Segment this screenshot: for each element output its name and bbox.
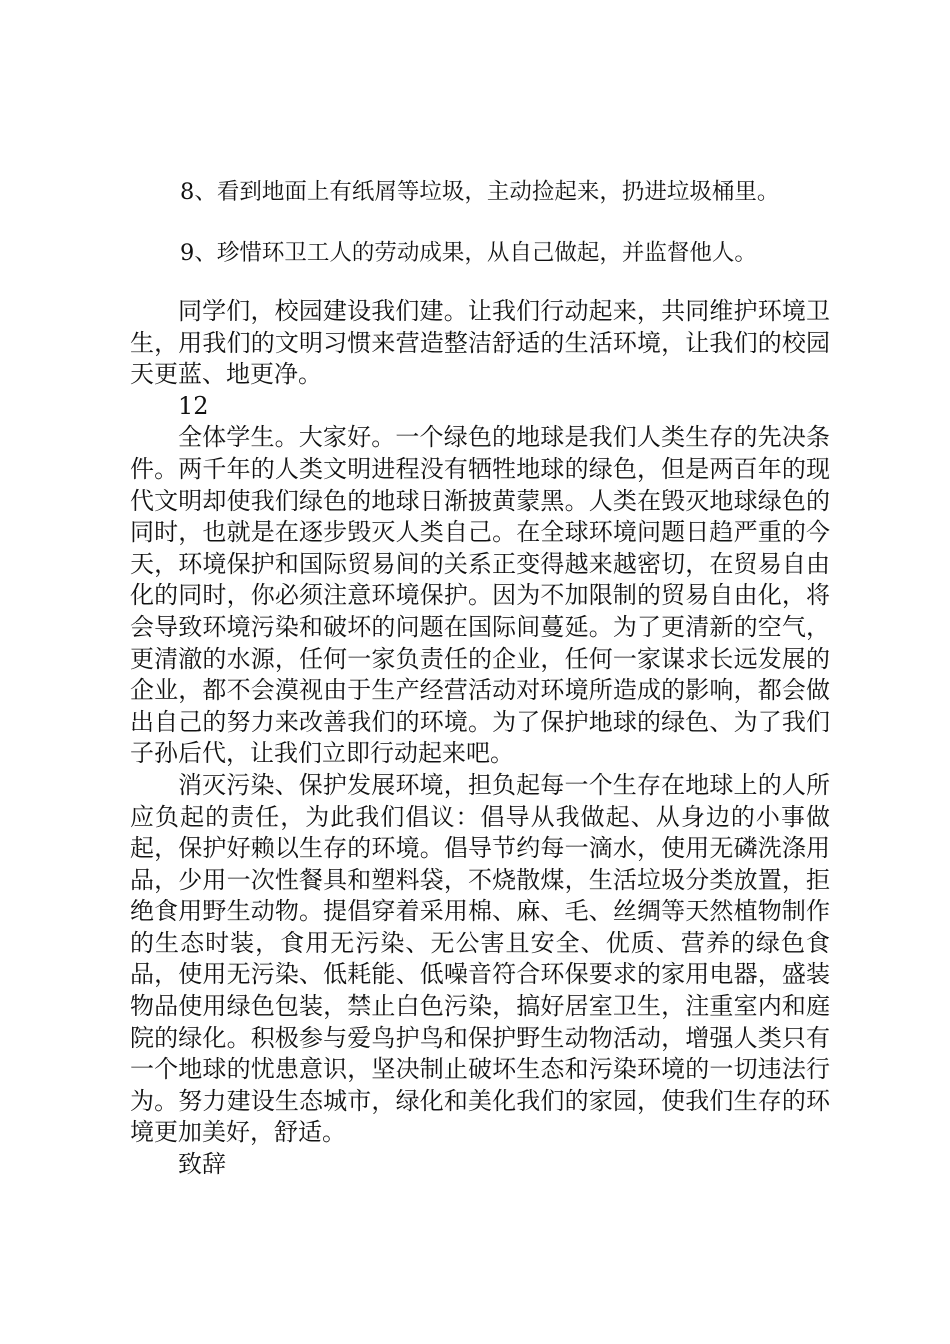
section-number: 12	[178, 391, 209, 420]
paragraph-closing-call: 同学们，校园建设我们建。让我们行动起来，共同维护环境卫生，用我们的文明习惯来营造整洁舒适的生活环境，让我们的校园天更蓝、地更净。	[130, 297, 830, 389]
paragraph-greeting: 全体学生。大家好。一个绿色的地球是我们人类生存的先决条件。两千年的人类文明进程没有牺牲地球的绿色，但是两百年的现代文明却使我们绿色的地球日渐披黄蒙黑。人类在毁灭地球绿色的同时，也就是在逐步毁灭人类自己。在全球环境问题日趋严重的今天，环境保护和国际贸易间的关系正变得越来越密切，在贸易自由化的同时，你必须注意环境保护。因为不加限制的贸易自由化，将会导致环境污染和破坏的问题在国际间蔓延。为了更清新的空气，更清澈的水源，任何一家负责任的企业，任何一家谋求长远发展的企业，都不会漠视由于生产经营活动对环境所造成的影响，都会做出自己的努力来改善我们的环境。为了保护地球的绿色、为了我们子孙后代，让我们立即行动起来吧。	[130, 423, 830, 768]
paragraph-proposal: 消灭污染、保护发展环境，担负起每一个生存在地球上的人所应负起的责任，为此我们倡议：倡导从我做起、从身边的小事做起，保护好赖以生存的环境。倡导节约每一滴水，使用无磷洗涤用品，少用一次性餐具和塑料袋，不烧散煤，生活垃圾分类放置，拒绝食用野生动物。提倡穿着采用棉、麻、毛、丝绸等天然植物制作的生态时装，食用无污染、无公害且安全、优质、营养的绿色食品，使用无污染、低耗能、低噪音符合环保要求的家用电器，盛装物品使用绿色包装，禁止白色污染，搞好居室卫生，注重室内和庭院的绿化。积极参与爱鸟护鸟和保护野生动物活动，增强人类只有一个地球的忧患意识，坚决制止破坏生态和污染环境的一切违法行为。努力建设生态城市，绿化和美化我们的家园，使我们生存的环境更加美好，舒适。	[130, 770, 830, 1147]
document-body	[130, 296, 830, 1181]
list-item-8: 8、看到地面上有纸屑等垃圾，主动捡起来，扔进垃圾桶里。	[180, 179, 780, 205]
closing-label: 致辞	[178, 1150, 226, 1179]
list-item-9: 9、珍惜环卫工人的劳动成果，从自己做起，并监督他人。	[180, 240, 757, 266]
